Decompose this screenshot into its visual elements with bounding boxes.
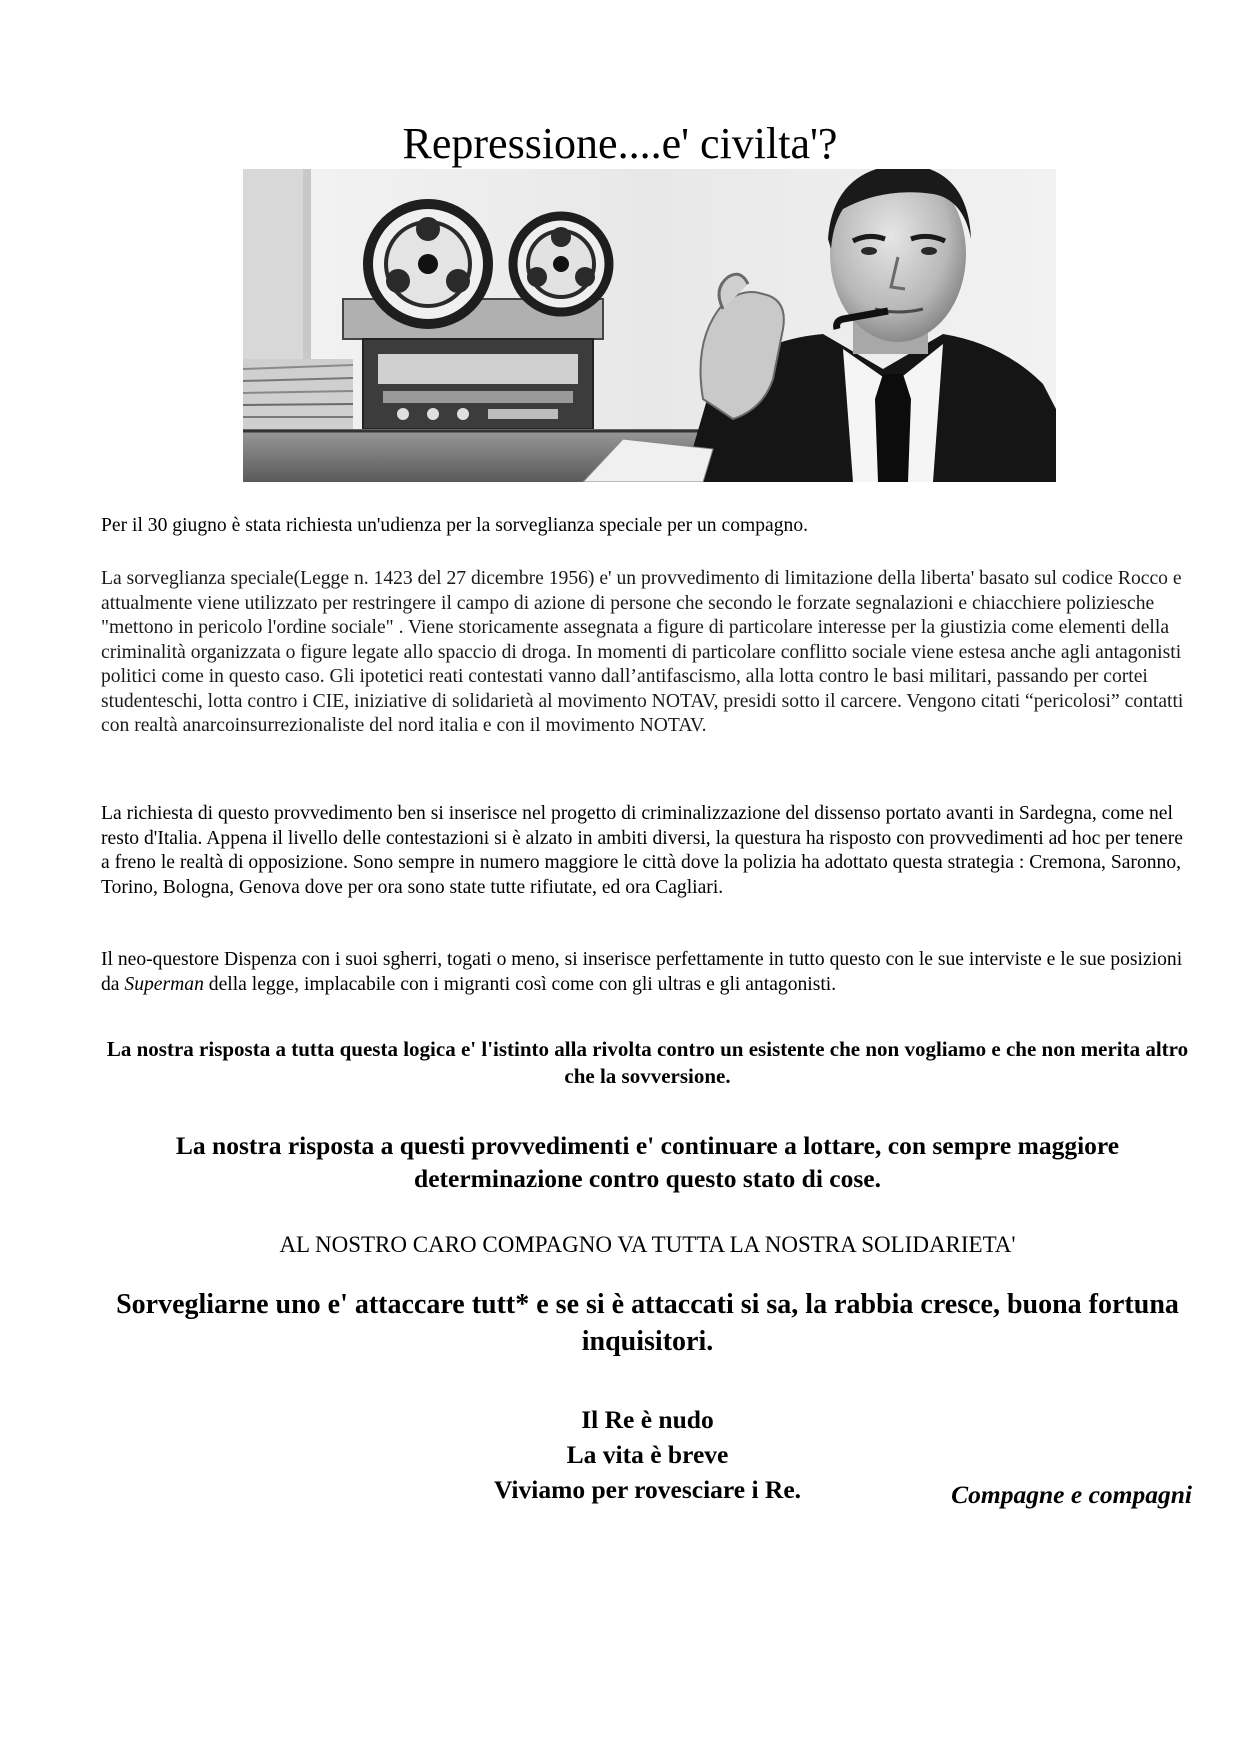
closing-line-3: Viviamo per rovesciare i Re. — [493, 1475, 802, 1504]
paragraph-criminalization: La richiesta di questo provvedimento ben si inserisce nel progetto di criminalizzazione del dissenso portato avanti in Sardegna, come nel resto d'Italia. Appena il livello delle contestazioni si è alzato in ambiti diversi, la questura ha risposto con provvedimenti ad hoc per tenere a freno le realtà di opposizione. Sono sempre in numero maggiore le città dove la polizia ha adottato questa strategia : Cremona, Saronno, Torino, Bologna, Genova dove per ora sono state tutte rifiutate, ed ora Cagliari. — [101, 803, 1183, 898]
paragraph-hearing-request: Per il 30 giugno è stata richiesta un'udienza per la sorveglianza speciale per un compagno. — [101, 515, 809, 536]
statement-continue-fighting: La nostra risposta a questi provvedimenti e' continuare a lottare, con sempre maggiore determinazione contro questo stato di cose. — [175, 1131, 1120, 1193]
paragraph-questore-text: Il neo-questore Dispenza con i suoi sgherri, togati o meno, si inserisce perfettamente in tutto questo con le sue interviste e le sue posizioni da — [101, 949, 1183, 995]
closing-line-2: La vita è breve — [566, 1440, 729, 1469]
paragraph-questore-text-end: della legge, implacabile con i migranti così come con gli ultras e gli antagonisti. — [203, 973, 837, 995]
signature: Compagne e compagni — [951, 1480, 1192, 1509]
closing-line-1: Il Re è nudo — [581, 1405, 714, 1434]
superman-emphasis: Superman — [124, 973, 204, 995]
statement-surveillance: Sorvegliarne uno e' attaccare tutt* e se si è attaccati si sa, la rabbia cresce, buona fortuna inquisitori. — [116, 1289, 1179, 1357]
reel-to-reel-man-photo-icon — [243, 169, 1056, 482]
paragraph-questore — [101, 948, 1194, 997]
statement-revolt: La nostra risposta a tutta questa logica e' l'istinto alla rivolta contro un esistente che non vogliamo e che non merita altro che la sovversione. — [106, 1037, 1189, 1088]
page-title: Repressione....e' civilta'? — [402, 119, 838, 168]
statement-solidarity: AL NOSTRO CARO COMPAGNO VA TUTTA LA NOSTRA SOLIDARIETA' — [279, 1232, 1016, 1257]
paragraph-special-surveillance: La sorveglianza speciale(Legge n. 1423 del 27 dicembre 1956) e' un provvedimento di limitazione della liberta' basato sul codice Rocco e attualmente viene utilizzato per restringere il campo di azione di persone che secondo le forzate segnalazioni e chiacchiere poliziesche "mettono in pericolo l'ordine sociale" . Viene storicamente assegnata a figure di particolare interesse per la giustizia come elementi della criminalità organizzata o figure legate allo spaccio di droga. In momenti di particolare conflitto sociale viene estesa anche agli antagonisti politici come in questo caso. Gli ipotetici reati contestati vanno dall’antifascismo, alla lotta contro le basi militari, passando per cortei studenteschi, lotta contro i CIE, iniziative di solidarietà al movimento NOTAV, presidi sotto il carcere. Vengono citati “pericolosi” contatti con realtà anarcoinsurrezionaliste del nord italia e con il movimento NOTAV. — [101, 568, 1184, 736]
